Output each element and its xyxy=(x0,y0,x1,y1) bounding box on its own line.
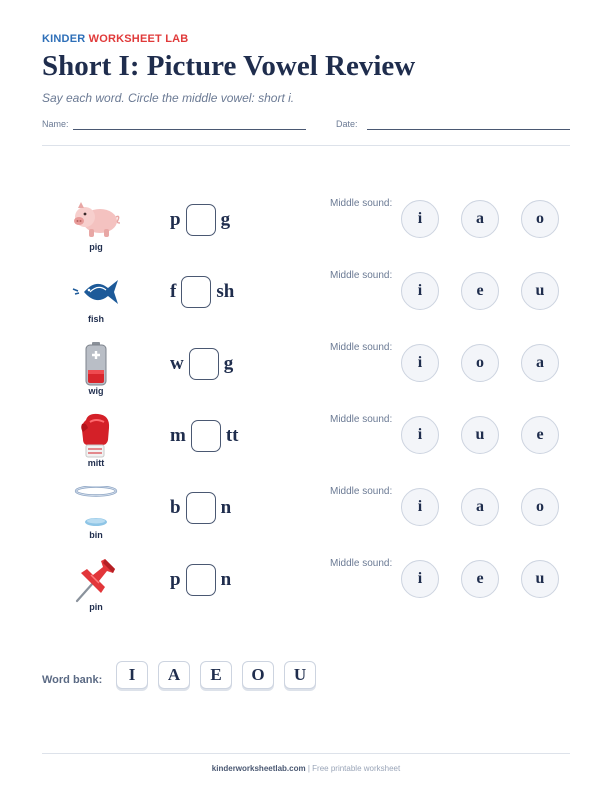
letter-tile[interactable]: I xyxy=(116,661,148,689)
middle-sound-label: Middle sound: xyxy=(330,414,393,425)
word-puzzle xyxy=(170,490,231,526)
brand-part2: WORKSHEET LAB xyxy=(88,33,189,45)
battery-icon xyxy=(66,342,126,386)
picture-label: bin xyxy=(89,530,103,540)
ring-icon xyxy=(66,486,126,530)
exercise-row xyxy=(0,198,612,270)
word-end: g xyxy=(220,209,231,230)
word-start: b xyxy=(170,497,181,518)
vowel-choice[interactable]: a xyxy=(521,344,559,382)
word-puzzle xyxy=(170,562,231,598)
exercise-row xyxy=(0,270,612,342)
exercise-row xyxy=(0,414,612,486)
letter-tile[interactable]: A xyxy=(158,661,190,689)
picture-label: fish xyxy=(87,314,104,324)
word-puzzle xyxy=(170,346,233,382)
middle-sound-label: Middle sound: xyxy=(330,486,393,497)
brand-part1: KINDER xyxy=(42,33,86,45)
vowel-choice[interactable]: e xyxy=(461,272,499,310)
picture-label: mitt xyxy=(87,458,105,468)
exercise-row xyxy=(0,486,612,558)
name-label: Name: xyxy=(42,119,69,129)
word-puzzle xyxy=(170,202,230,238)
vowel-choice[interactable]: u xyxy=(521,272,559,310)
middle-sound-label: Middle sound: xyxy=(330,342,393,353)
vowel-choice[interactable]: i xyxy=(401,272,439,310)
vowel-choice[interactable]: u xyxy=(461,416,499,454)
vowel-blank[interactable] xyxy=(186,204,216,236)
middle-sound-label: Middle sound: xyxy=(330,198,393,209)
page-title: Short I: Picture Vowel Review xyxy=(42,50,416,82)
pig-icon xyxy=(66,198,126,242)
vowel-choice[interactable]: o xyxy=(521,200,559,238)
vowel-choice[interactable]: a xyxy=(461,488,499,526)
vowel-choice[interactable]: i xyxy=(401,416,439,454)
word-puzzle xyxy=(170,274,234,310)
vowel-choice[interactable]: i xyxy=(401,344,439,382)
vowel-blank[interactable] xyxy=(186,564,216,596)
footer-separator: | xyxy=(307,764,310,773)
picture-label: wig xyxy=(88,386,104,396)
vowel-choice[interactable]: e xyxy=(521,416,559,454)
vowel-choice[interactable]: i xyxy=(401,200,439,238)
brand xyxy=(42,33,188,45)
word-puzzle xyxy=(170,418,238,454)
exercise-row xyxy=(0,558,612,630)
vowel-blank[interactable] xyxy=(186,492,216,524)
vowel-choice[interactable]: a xyxy=(461,200,499,238)
date-field[interactable] xyxy=(367,129,570,130)
picture-label: pig xyxy=(89,242,103,252)
picture-label: pin xyxy=(89,602,103,612)
word-end: g xyxy=(223,353,234,374)
word-end: n xyxy=(220,569,232,590)
footer-divider xyxy=(42,753,570,754)
date-label: Date: xyxy=(336,119,358,129)
exercise-row xyxy=(0,342,612,414)
header-divider xyxy=(42,145,570,146)
vowel-choice[interactable]: o xyxy=(521,488,559,526)
letter-tile[interactable]: U xyxy=(284,661,316,689)
word-start: p xyxy=(170,209,181,230)
name-field[interactable] xyxy=(73,129,306,130)
instructions: Say each word. Circle the middle vowel: short i. xyxy=(42,91,295,105)
footer xyxy=(0,764,612,773)
vowel-choice[interactable]: i xyxy=(401,488,439,526)
vowel-choice[interactable]: u xyxy=(521,560,559,598)
word-end: tt xyxy=(225,425,239,446)
vowel-blank[interactable] xyxy=(189,348,219,380)
pushpin-icon xyxy=(66,558,126,602)
footer-tagline: Free printable worksheet xyxy=(312,764,401,773)
vowel-choice[interactable]: i xyxy=(401,560,439,598)
letter-tile[interactable]: E xyxy=(200,661,232,689)
middle-sound-label: Middle sound: xyxy=(330,270,393,281)
vowel-blank[interactable] xyxy=(191,420,221,452)
fish-icon xyxy=(66,270,126,314)
vowel-choice[interactable]: e xyxy=(461,560,499,598)
footer-site[interactable]: kinderworksheetlab.com xyxy=(211,764,306,773)
word-bank-label: Word bank: xyxy=(42,674,103,686)
vowel-blank[interactable] xyxy=(181,276,211,308)
letter-tile[interactable]: O xyxy=(242,661,274,689)
word-end: n xyxy=(220,497,232,518)
word-start: m xyxy=(170,425,186,446)
word-end: sh xyxy=(216,281,235,302)
middle-sound-label: Middle sound: xyxy=(330,558,393,569)
vowel-choice[interactable]: o xyxy=(461,344,499,382)
word-start: f xyxy=(170,281,177,302)
word-start: p xyxy=(170,569,181,590)
boxing-glove-icon xyxy=(66,414,126,458)
word-start: w xyxy=(170,353,184,374)
